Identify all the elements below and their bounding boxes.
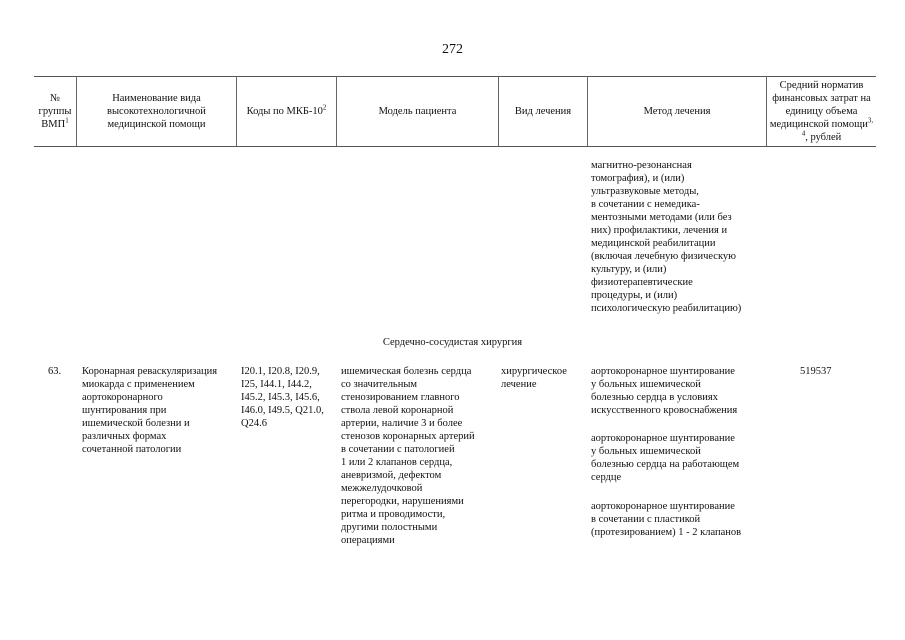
header-cost-norm (767, 76, 876, 146)
header-icd-codes-text: Коды по МКБ-10 (246, 105, 323, 117)
row-method-item: аортокоронарное шунтирование у больных ишемической болезнью сердца на работающем сердце (591, 433, 740, 483)
header-group-number-text: № группы ВМП (38, 92, 72, 130)
method-continuation-text: магнитно-резонансная томография), и (или) ультразвуковые методы, в сочетании с немедика- ментозными методами (или без них) профилактики, лечения и медицинской реабилитации (включая лечебную физическую культуру, и (или) физиотерапевтические процедуры, и (или) психологическую реабилитацию) (591, 160, 742, 314)
footnote-marker: 2 (322, 103, 327, 111)
row-icd-codes: I20.1, I20.8, I20.9, I25, I44.1, I44.2, I45.2, I45.3, I45.6, I46.0, I49.5, Q21.0, Q24.6 (241, 366, 324, 429)
header-bottom-rule (34, 146, 876, 147)
footnote-marker: 1 (65, 116, 69, 124)
row-cost: 519537 (800, 366, 832, 377)
row-method-item: аортокоронарное шунтирование у больных ишемической болезнью сердца в условиях искусственного кровоснабжения (591, 366, 738, 416)
page-number: 272 (442, 42, 463, 57)
row-number: 63. (48, 366, 62, 377)
header-care-type: Наименование вида высокотехнологичной медицинской помощи (107, 92, 206, 130)
header-cost-norm-unit: , рублей (805, 131, 842, 143)
header-group-number (34, 76, 76, 146)
row-patient-model: ишемическая болезнь сердца со значительным стенозированием главного ствола левой коронарной артерии, наличие 3 и более стенозов коронарных артерий в сочетании с патологией 1 или 2 клапанов сердца, аневризмой, дефектом межжелудочковой перегородки, нарушениями ритма и проводимости, другими полостными операциями (341, 366, 475, 546)
header-icd-codes (237, 76, 336, 146)
footnote-marker: 3, 4 (801, 116, 874, 137)
header-patient-model: Модель пациента (378, 105, 457, 117)
section-title: Сердечно-сосудистая хирургия (382, 337, 523, 348)
row-care-name: Коронарная реваскуляризация миокарда с применением аортокоронарного шунтирования при ишемической болезни и различных формах сочетанной патологии (82, 366, 218, 455)
header-cost-norm-text: Средний норматив финансовых затрат на единицу объема медицинской помощи (769, 79, 871, 130)
header-treatment-type: Вид лечения (514, 105, 572, 117)
row-method-item: аортокоронарное шунтирование в сочетании с пластикой (протезированием) 1 - 2 клапанов (591, 501, 742, 538)
row-treatment-type: хирургическое лечение (501, 366, 567, 390)
header-treatment-method: Метод лечения (643, 105, 711, 117)
